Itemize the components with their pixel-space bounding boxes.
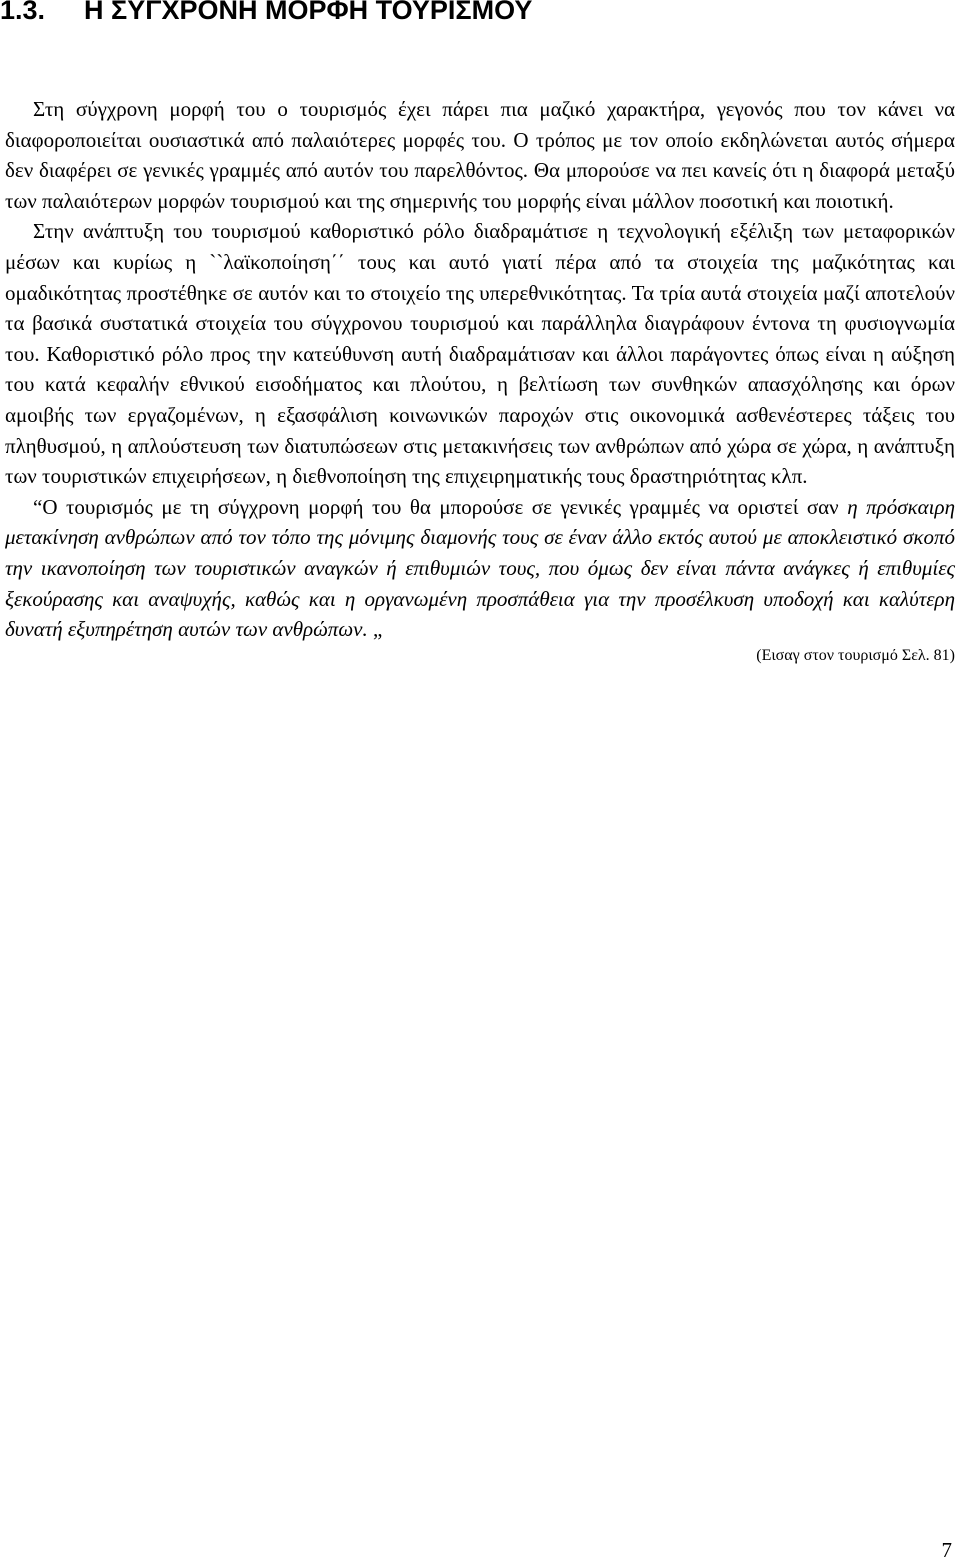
paragraph-definition (5, 492, 955, 645)
paragraph-mass-tourism: Στη σύγχρονη μορφή του ο τουρισμός έχει πάρει πια μαζικό χαρακτήρα, γεγονός που τον κάνει να διαφοροποιείται ουσιαστικά από παλαιότερες μορφές του. Ο τρόπος με τον οποίο εκδηλώνεται αυτός σήμερα δεν διαφέρει σε γενικές γραμμές από αυτόν του παρελθόντος. Θα μπορούσε να πει κανείς ότι η διαφορά μεταξύ των παλαιότερων μορφών τουρισμού και της σημερινής του μορφής είναι μάλλον ποσοτική και ποιοτική. (5, 97, 955, 213)
definition-intro: “Ο τουρισμός με τη σύγχρονη μορφή του θα μπορούσε σε γενικές γραμμές να οριστεί σαν (33, 494, 839, 519)
page-number: 7 (941, 1538, 952, 1562)
section-number: 1.3. (0, 0, 46, 25)
paragraph-transport-development: Στην ανάπτυξη του τουρισμού καθοριστικό ρόλο διαδραμάτισε η τεχνολογική εξέλιξη των μεταφορικών μέσων και κυρίως η ``λαϊκοποίηση΄΄ τους και αυτό γιατί πέρα από τα στοιχεία της μαζικότητας και ομαδικότητας προστέθηκε σε αυτόν και το στοιχείο της υπερεθνικότητας. Τα τρία αυτά στοιχεία μαζί αποτελούν τα βασικά συστατικά στοιχεία του σύγχρονου τουρισμού και παράλληλα διαγράφουν έντονα τη φυσιογνωμία του. Καθοριστικό ρόλο προς την κατεύθυνση αυτή διαδραμάτισαν και άλλοι παράγοντες όπως είναι η αύξηση του κατά κεφαλήν εθνικού εισοδήματος και πλούτου, η βελτίωση των συνθηκών απασχόλησης και όρων αμοιβής των εργαζομένων, η εξασφάλιση κοινωνικών παροχών στις οικονομικά ασθενέστερες τάξεις του πληθυσμού, η απλούστευση των διατυπώσεων στις μετακινήσεις των ανθρώπων από χώρα σε χώρα, η ανάπτυξη των τουριστικών επιχειρήσεων, η διεθνοποίηση της επιχειρηματικής τους δραστηριότητας κλπ. (5, 219, 955, 489)
citation: (Εισαγ στον τουρισμό Σελ. 81) (756, 646, 955, 664)
definition-emphasis: η πρόσκαιρη μετακίνηση ανθρώπων από τον τόπο της μόνιμης διαμονής τους σε έναν άλλο εκτός αυτού με αποκλειστικό σκοπό την ικανοποίηση των τουριστικών αναγκών ή επιθυμιών τους, που όμως δεν είναι πάντα ανάγκες ή επιθυμίες ξεκούρασης και αναψυχής, καθώς και η οργανωμένη προσπάθεια για την προσέλκυση υποδοχή και καλύτερη δυνατή εξυπηρέτηση αυτών των ανθρώπων. (5, 494, 956, 642)
body-text (5, 94, 955, 667)
section-title: Η ΣΥΓΧΡΟΝΗ ΜΟΡΦΗ ΤΟΥΡΙΣΜΟΥ (84, 0, 533, 25)
closing-quote-mark: „ (372, 617, 383, 642)
section-heading (0, 0, 532, 28)
